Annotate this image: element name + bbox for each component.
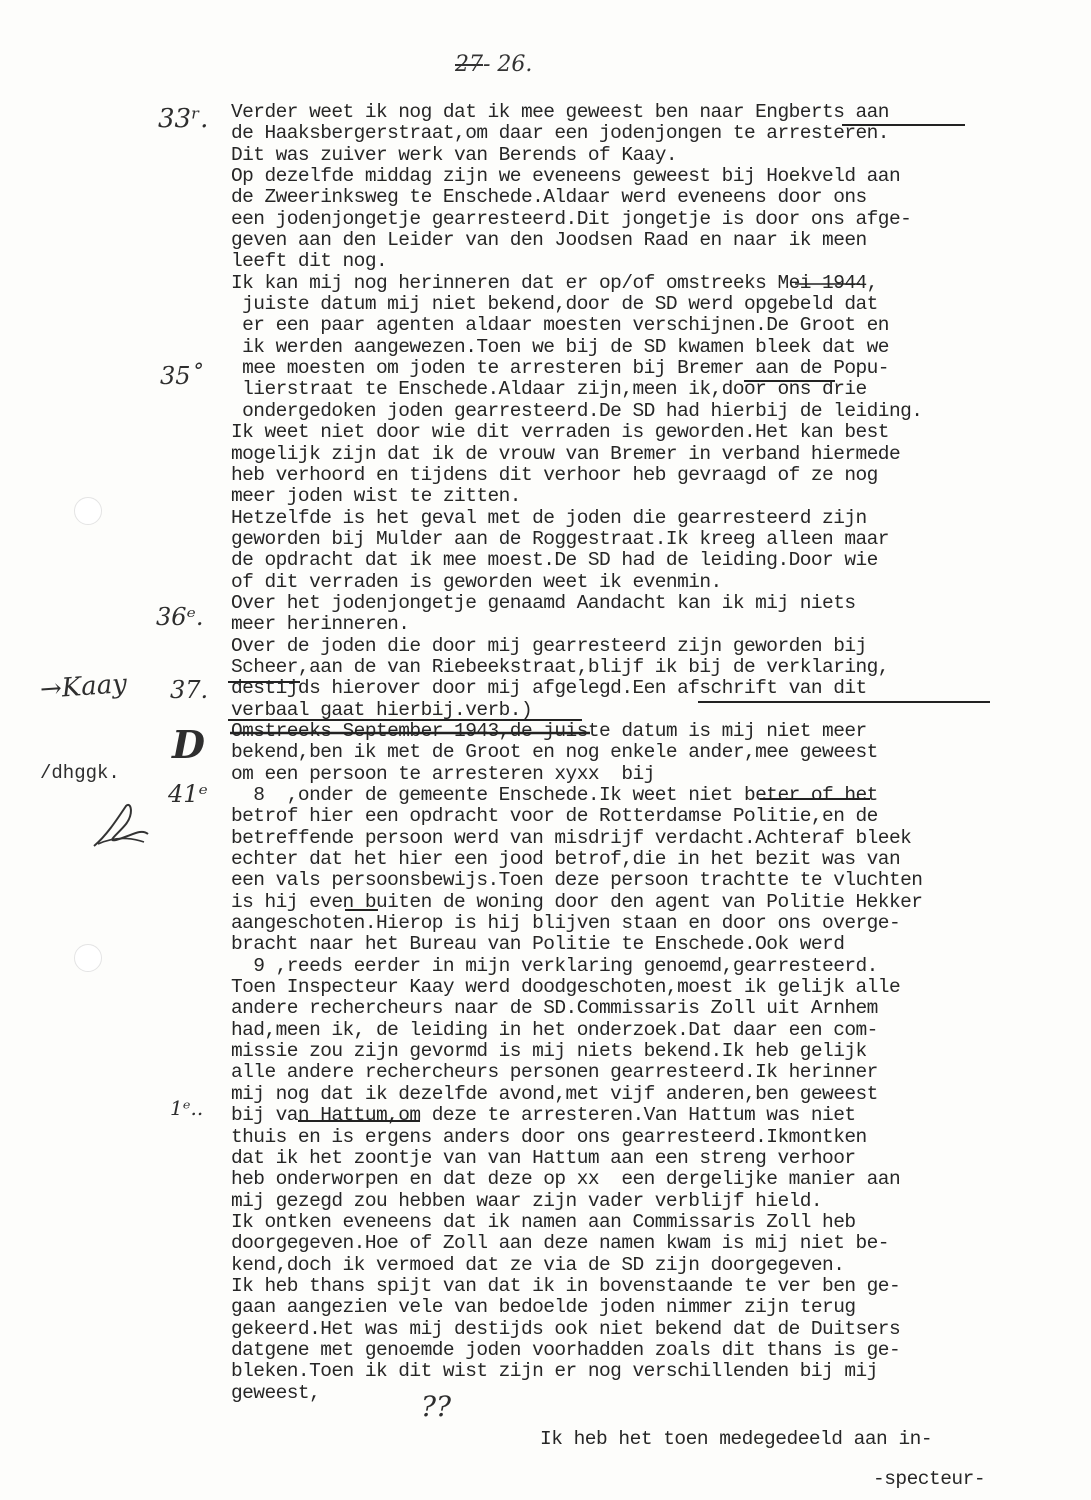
statement-line: leeft dit nog. xyxy=(231,250,388,273)
page-number-struck: 27 xyxy=(455,52,483,77)
statement-line: 9 ,reeds eerder in mijn verklaring genoemd,gearresteerd. xyxy=(231,954,878,977)
statement-line: betrof hier een opdracht voor de Rotterdamse Politie,en de xyxy=(231,805,878,828)
margin-note-33: 33ʳ. xyxy=(158,104,209,134)
statement-line: heb verhoord en tijdens dit verhoor heb gevraagd of ze nog xyxy=(231,463,878,486)
statement-line: de opdracht dat ik mee moest.De SD had de leiding.Door wie xyxy=(231,549,878,572)
statement-line: of dit verraden is geworden weet ik evenmin. xyxy=(231,570,722,593)
statement-line: er een paar agenten aldaar moesten verschijnen.De Groot en xyxy=(231,314,889,337)
margin-note-36: 36ᵉ. xyxy=(156,603,204,631)
statement-line: een vals persoonsbewijs.Toen deze persoon trachtte te vluchten xyxy=(231,869,923,892)
statement-line: Op dezelfde middag zijn we eveneens geweest bij Hoekveld aan xyxy=(231,165,901,188)
statement-line: Dit was zuiver werk van Berends of Kaay. xyxy=(231,143,678,166)
statement-line: verbaal gaat hierbij.verb.) xyxy=(231,698,533,721)
footer-continuation: Ik heb het toen medegedeeld aan in- xyxy=(540,1428,933,1450)
statement-line: andere rechercheurs naar de SD.Commissaris Zoll uit Arnhem xyxy=(231,997,878,1020)
statement-line: Ik weet niet door wie dit verraden is geworden.Het kan best xyxy=(231,421,889,444)
statement-line: kend,doch ik vermoed dat ze via de SD zijn doorgegeven. xyxy=(231,1253,845,1276)
page-number-current: - 26. xyxy=(483,52,533,77)
margin-initials: /dhggk. xyxy=(40,762,120,784)
statement-line: thuis en is ergens anders door ons gearresteerd.Ikmontken xyxy=(231,1125,867,1148)
statement-line: gekeerd.Het was mij destijds ook niet bekend dat de Duitsers xyxy=(231,1317,901,1340)
handwritten-question-marks: ?? xyxy=(421,1390,452,1423)
statement-line: bekend,ben ik met de Groot en nog enkele ander,mee geweest xyxy=(231,741,878,764)
margin-note-kaay: →Kaay xyxy=(39,669,128,705)
statement-line: de Haaksbergerstraat,om daar een jodenjongen te arresteren. xyxy=(231,122,889,145)
statement-line: lierstraat te Enschede.Aldaar zijn,meen ik,door ons drie xyxy=(231,378,867,401)
statement-line: meer herinneren. xyxy=(231,613,410,636)
statement-line: bracht naar het Bureau van Politie te Enschede.Ook werd xyxy=(231,933,845,956)
statement-line: geven aan den Leider van den Joodsen Raad en naar ik meen xyxy=(231,229,867,252)
statement-line: doorgegeven.Hoe of Zoll aan deze namen kwam is mij niet be- xyxy=(231,1232,889,1255)
statement-line: Verder weet ik nog dat ik mee geweest ben naar Engberts aan xyxy=(231,101,889,123)
margin-note-35: 35˚ xyxy=(160,362,203,390)
statement-line: is hij even buiten de woning door den agent van Politie Hekker xyxy=(231,890,923,913)
statement-line: Over het jodenjongetje genaamd Aandacht kan ik mij niets xyxy=(231,591,856,614)
statement-line: echter dat het hier een jood betrof,die in het bezit was van xyxy=(231,848,901,871)
punch-hole xyxy=(74,944,102,972)
statement-line: mij gezegd zou hebben waar zijn vader verblijf hield. xyxy=(231,1189,823,1212)
statement-line: Ik kan mij nog herinneren dat er op/of omstreeks Mei 1944, xyxy=(231,271,878,294)
statement-line: om een persoon te arresteren xyxx bij xyxy=(231,762,655,785)
statement-line: dat ik het zoontje van van Hattum aan een streng verhoor xyxy=(231,1146,856,1169)
statement-line: destijds hierover door mij afgelegd.Een afschrift van dit xyxy=(231,677,867,700)
statement-line: had,meen ik, de leiding in het onderzoek.Dat daar een com- xyxy=(231,1018,878,1041)
statement-line: de Zweerinksweg te Enschede.Aldaar werd eveneens door ons xyxy=(231,186,867,209)
margin-note-37: 37. xyxy=(170,676,209,704)
statement-line: geworden bij Mulder aan de Roggestraat.Ik kreeg alleen maar xyxy=(231,527,889,550)
statement-line: datgene met genoemde joden voorhadden zoals dit thans is ge- xyxy=(231,1338,901,1361)
statement-line: Toen Inspecteur Kaay werd doodgeschoten,moest ik gelijk alle xyxy=(231,976,901,999)
statement-line: Hetzelfde is het geval met de joden die gearresteerd zijn xyxy=(231,506,867,529)
statement-line: ondergedoken joden gearresteerd.De SD had hierbij de leiding. xyxy=(231,399,923,422)
statement-line: Scheer,aan de van Riebeekstraat,blijf ik bij de verklaring, xyxy=(231,655,889,678)
statement-line: 8 ,onder de gemeente Enschede.Ik weet niet beter of het xyxy=(231,784,878,806)
statement-line: Omstreeks September 1943,de juiste datum is mij niet meer xyxy=(231,719,867,742)
statement-line: ik werden aangewezen.Toen we bij de SD kwamen bleek dat we xyxy=(231,335,889,358)
statement-line: Ik ontken eveneens dat ik namen aan Commissaris Zoll heb xyxy=(231,1210,856,1233)
statement-line: een jodenjongetje gearresteerd.Dit jongetje is door ons afge- xyxy=(231,207,912,230)
statement-line: mee moesten om joden te arresteren bij Bremer aan de Popu- xyxy=(231,357,889,380)
statement-line: mij nog dat ik dezelfde avond,met vijf anderen,ben geweest xyxy=(231,1082,878,1105)
statement-line: geweest, xyxy=(231,1381,321,1404)
statement-line: mogelijk zijn dat ik de vrouw van Bremer in verband hiermede xyxy=(231,442,901,465)
margin-note-1: 1ᵉ.. xyxy=(170,1096,204,1120)
statement-line: aangeschoten.Hierop is hij blijven staan en door ons overge- xyxy=(231,912,901,935)
statement-line: alle andere rechercheurs personen gearresteerd.Ik herinner xyxy=(231,1061,878,1084)
page-number xyxy=(455,52,532,77)
statement-line: missie zou zijn gevormd is mij niets bekend.Ik heb gelijk xyxy=(231,1040,867,1063)
statement-line: Over de joden die door mij gearresteerd zijn geworden bij xyxy=(231,634,867,657)
statement-line: meer joden wist te zitten. xyxy=(231,485,521,508)
margin-mark-d: D xyxy=(172,722,205,767)
margin-note-41: 41ᵉ xyxy=(168,780,208,808)
footer-catchword: -specteur- xyxy=(873,1468,986,1490)
typed-statement-body xyxy=(231,102,1051,1404)
statement-line: bleken.Toen ik dit wist zijn er nog verschillenden bij mij xyxy=(231,1360,878,1383)
statement-line: juiste datum mij niet bekend,door de SD werd opgebeld dat xyxy=(231,293,878,316)
punch-hole xyxy=(74,497,102,525)
statement-line: heb onderworpen en dat deze op xx een dergelijke manier aan xyxy=(231,1168,901,1191)
statement-line: Ik heb thans spijt van dat ik in bovenstaande te ver ben ge- xyxy=(231,1274,901,1297)
signature-scribble xyxy=(86,796,156,856)
statement-line: gaan aangezien vele van bedoelde joden nimmer zijn terug xyxy=(231,1296,856,1319)
statement-line: betreffende persoon werd van misdrijf verdacht.Achteraf bleek xyxy=(231,826,912,849)
statement-line: bij van Hattum,om deze te arresteren.Van Hattum was niet xyxy=(231,1104,856,1127)
